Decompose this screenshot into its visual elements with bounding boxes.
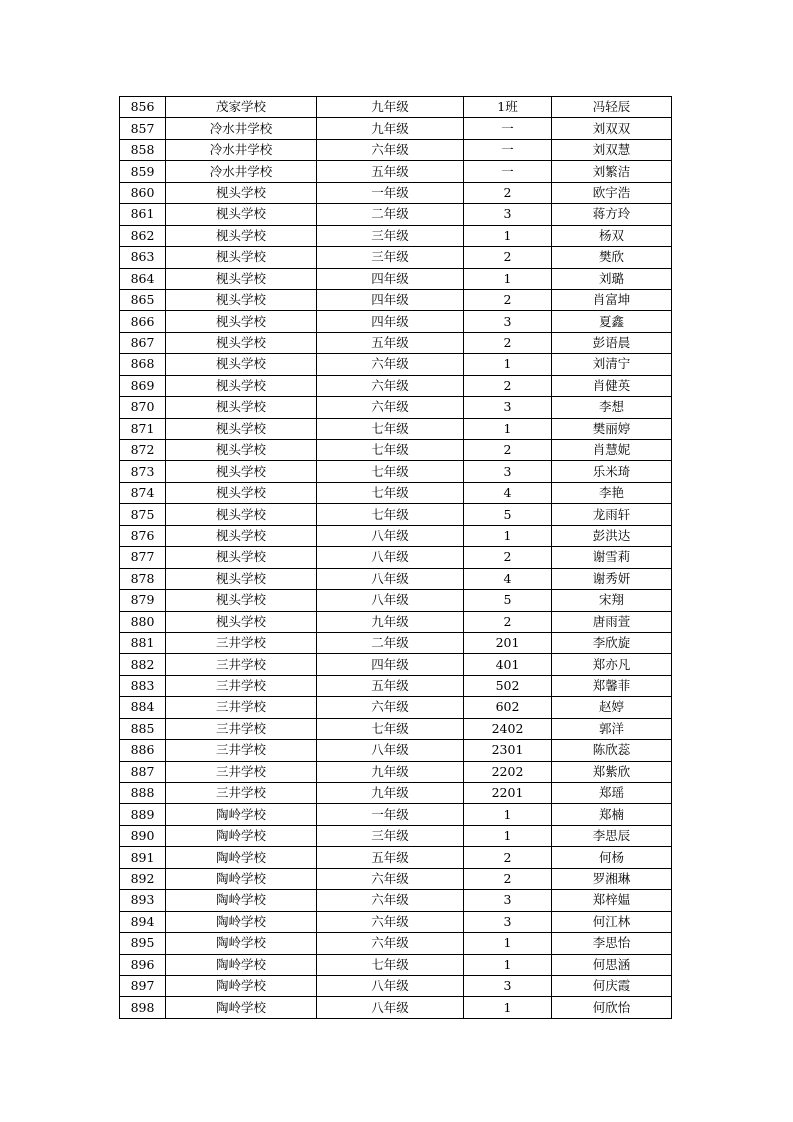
school-cell: 枧头学校 (166, 547, 317, 568)
table-row (120, 611, 672, 632)
student-name-cell: 郑亦凡 (552, 654, 672, 675)
school-cell: 枧头学校 (166, 482, 317, 503)
school-cell: 枧头学校 (166, 182, 317, 203)
row-number-cell: 896 (120, 954, 166, 975)
row-number-cell: 856 (120, 97, 166, 118)
school-cell: 三井学校 (166, 718, 317, 739)
student-name-cell: 何江林 (552, 911, 672, 932)
table-row (120, 783, 672, 804)
row-number-cell: 868 (120, 354, 166, 375)
school-cell: 枧头学校 (166, 225, 317, 246)
table-row (120, 933, 672, 954)
class-cell: 1 (464, 525, 552, 546)
row-number-cell: 893 (120, 890, 166, 911)
school-cell: 陶岭学校 (166, 825, 317, 846)
school-cell: 枧头学校 (166, 354, 317, 375)
table-row (120, 697, 672, 718)
class-cell: 1 (464, 804, 552, 825)
roster-body (120, 97, 672, 1019)
table-row (120, 332, 672, 353)
grade-cell: 九年级 (317, 761, 464, 782)
table-row (120, 354, 672, 375)
class-cell: 一 (464, 161, 552, 182)
student-name-cell: 李艳 (552, 482, 672, 503)
student-name-cell: 李想 (552, 397, 672, 418)
grade-cell: 八年级 (317, 525, 464, 546)
student-name-cell: 郑梓媪 (552, 890, 672, 911)
class-cell: 2 (464, 332, 552, 353)
table-row (120, 568, 672, 589)
grade-cell: 六年级 (317, 354, 464, 375)
school-cell: 三井学校 (166, 761, 317, 782)
grade-cell: 七年级 (317, 504, 464, 525)
grade-cell: 七年级 (317, 718, 464, 739)
class-cell: 3 (464, 461, 552, 482)
grade-cell: 八年级 (317, 740, 464, 761)
table-row (120, 804, 672, 825)
table-row (120, 225, 672, 246)
student-name-cell: 刘璐 (552, 268, 672, 289)
grade-cell: 九年级 (317, 783, 464, 804)
school-cell: 枧头学校 (166, 525, 317, 546)
class-cell: 4 (464, 568, 552, 589)
row-number-cell: 871 (120, 418, 166, 439)
grade-cell: 七年级 (317, 954, 464, 975)
student-name-cell: 刘繁洁 (552, 161, 672, 182)
table-row (120, 97, 672, 118)
student-name-cell: 李思辰 (552, 825, 672, 846)
row-number-cell: 860 (120, 182, 166, 203)
class-cell: 1 (464, 933, 552, 954)
school-cell: 陶岭学校 (166, 804, 317, 825)
row-number-cell: 864 (120, 268, 166, 289)
student-name-cell: 李欣旋 (552, 632, 672, 653)
class-cell: 1 (464, 825, 552, 846)
student-name-cell: 郑楠 (552, 804, 672, 825)
table-row (120, 289, 672, 310)
student-name-cell: 彭洪达 (552, 525, 672, 546)
class-cell: 2 (464, 182, 552, 203)
row-number-cell: 875 (120, 504, 166, 525)
table-row (120, 632, 672, 653)
school-cell: 冷水井学校 (166, 139, 317, 160)
table-row (120, 461, 672, 482)
class-cell: 1 (464, 418, 552, 439)
class-cell: 5 (464, 590, 552, 611)
class-cell: 5 (464, 504, 552, 525)
school-cell: 枧头学校 (166, 204, 317, 225)
row-number-cell: 878 (120, 568, 166, 589)
school-cell: 茂家学校 (166, 97, 317, 118)
row-number-cell: 877 (120, 547, 166, 568)
grade-cell: 八年级 (317, 997, 464, 1018)
school-cell: 枧头学校 (166, 611, 317, 632)
grade-cell: 六年级 (317, 890, 464, 911)
row-number-cell: 876 (120, 525, 166, 546)
class-cell: 3 (464, 397, 552, 418)
class-cell: 2201 (464, 783, 552, 804)
school-cell: 陶岭学校 (166, 933, 317, 954)
student-name-cell: 谢雪莉 (552, 547, 672, 568)
school-cell: 枧头学校 (166, 375, 317, 396)
row-number-cell: 881 (120, 632, 166, 653)
school-cell: 三井学校 (166, 632, 317, 653)
school-cell: 枧头学校 (166, 504, 317, 525)
class-cell: 2 (464, 547, 552, 568)
row-number-cell: 862 (120, 225, 166, 246)
class-cell: 2 (464, 289, 552, 310)
grade-cell: 五年级 (317, 847, 464, 868)
table-row (120, 997, 672, 1018)
grade-cell: 三年级 (317, 225, 464, 246)
class-cell: 602 (464, 697, 552, 718)
school-cell: 枧头学校 (166, 461, 317, 482)
class-cell: 2301 (464, 740, 552, 761)
table-row (120, 654, 672, 675)
row-number-cell: 883 (120, 675, 166, 696)
row-number-cell: 894 (120, 911, 166, 932)
grade-cell: 六年级 (317, 868, 464, 889)
school-cell: 枧头学校 (166, 397, 317, 418)
table-row (120, 440, 672, 461)
student-name-cell: 何思涵 (552, 954, 672, 975)
table-row (120, 761, 672, 782)
school-cell: 陶岭学校 (166, 997, 317, 1018)
school-cell: 陶岭学校 (166, 975, 317, 996)
student-name-cell: 谢秀妍 (552, 568, 672, 589)
grade-cell: 七年级 (317, 418, 464, 439)
grade-cell: 七年级 (317, 461, 464, 482)
class-cell: 一 (464, 139, 552, 160)
grade-cell: 二年级 (317, 632, 464, 653)
student-name-cell: 何杨 (552, 847, 672, 868)
class-cell: 3 (464, 911, 552, 932)
school-cell: 枧头学校 (166, 590, 317, 611)
table-row (120, 954, 672, 975)
row-number-cell: 861 (120, 204, 166, 225)
school-cell: 枧头学校 (166, 418, 317, 439)
grade-cell: 九年级 (317, 97, 464, 118)
table-row (120, 504, 672, 525)
row-number-cell: 873 (120, 461, 166, 482)
school-cell: 陶岭学校 (166, 954, 317, 975)
table-row (120, 311, 672, 332)
table-row (120, 547, 672, 568)
row-number-cell: 895 (120, 933, 166, 954)
grade-cell: 六年级 (317, 397, 464, 418)
table-row (120, 825, 672, 846)
student-name-cell: 冯轻辰 (552, 97, 672, 118)
row-number-cell: 857 (120, 118, 166, 139)
class-cell: 201 (464, 632, 552, 653)
student-name-cell: 夏鑫 (552, 311, 672, 332)
table-row (120, 868, 672, 889)
school-cell: 枧头学校 (166, 289, 317, 310)
grade-cell: 四年级 (317, 654, 464, 675)
student-name-cell: 郑馨菲 (552, 675, 672, 696)
table-row (120, 675, 672, 696)
school-cell: 枧头学校 (166, 440, 317, 461)
table-row (120, 182, 672, 203)
grade-cell: 三年级 (317, 825, 464, 846)
student-name-cell: 郑瑶 (552, 783, 672, 804)
row-number-cell: 863 (120, 247, 166, 268)
row-number-cell: 858 (120, 139, 166, 160)
grade-cell: 九年级 (317, 611, 464, 632)
row-number-cell: 879 (120, 590, 166, 611)
student-name-cell: 郑紫欣 (552, 761, 672, 782)
school-cell: 三井学校 (166, 697, 317, 718)
class-cell: 2 (464, 375, 552, 396)
grade-cell: 八年级 (317, 568, 464, 589)
student-name-cell: 刘清宁 (552, 354, 672, 375)
student-name-cell: 刘双慧 (552, 139, 672, 160)
grade-cell: 六年级 (317, 933, 464, 954)
class-cell: 2 (464, 868, 552, 889)
grade-cell: 四年级 (317, 268, 464, 289)
row-number-cell: 884 (120, 697, 166, 718)
student-name-cell: 唐雨萱 (552, 611, 672, 632)
class-cell: 3 (464, 204, 552, 225)
row-number-cell: 865 (120, 289, 166, 310)
table-row (120, 204, 672, 225)
student-name-cell: 彭语晨 (552, 332, 672, 353)
student-name-cell: 欧宇浩 (552, 182, 672, 203)
student-name-cell: 陈欣蕊 (552, 740, 672, 761)
school-cell: 陶岭学校 (166, 911, 317, 932)
school-cell: 冷水井学校 (166, 161, 317, 182)
grade-cell: 一年级 (317, 804, 464, 825)
grade-cell: 七年级 (317, 482, 464, 503)
row-number-cell: 891 (120, 847, 166, 868)
grade-cell: 五年级 (317, 161, 464, 182)
table-row (120, 247, 672, 268)
table-row (120, 139, 672, 160)
student-name-cell: 刘双双 (552, 118, 672, 139)
row-number-cell: 897 (120, 975, 166, 996)
row-number-cell: 885 (120, 718, 166, 739)
grade-cell: 五年级 (317, 675, 464, 696)
grade-cell: 六年级 (317, 139, 464, 160)
table-row (120, 397, 672, 418)
table-row (120, 847, 672, 868)
grade-cell: 四年级 (317, 311, 464, 332)
table-row (120, 911, 672, 932)
table-row (120, 161, 672, 182)
school-cell: 三井学校 (166, 740, 317, 761)
grade-cell: 五年级 (317, 332, 464, 353)
row-number-cell: 874 (120, 482, 166, 503)
student-name-cell: 李思怡 (552, 933, 672, 954)
row-number-cell: 882 (120, 654, 166, 675)
student-name-cell: 肖慧妮 (552, 440, 672, 461)
row-number-cell: 867 (120, 332, 166, 353)
class-cell: 2402 (464, 718, 552, 739)
class-cell: 2 (464, 440, 552, 461)
class-cell: 1 (464, 354, 552, 375)
school-cell: 枧头学校 (166, 268, 317, 289)
student-roster-table (119, 96, 672, 1019)
class-cell: 3 (464, 975, 552, 996)
row-number-cell: 887 (120, 761, 166, 782)
school-cell: 冷水井学校 (166, 118, 317, 139)
table-row (120, 268, 672, 289)
class-cell: 1 (464, 997, 552, 1018)
table-row (120, 482, 672, 503)
class-cell: 一 (464, 118, 552, 139)
row-number-cell: 859 (120, 161, 166, 182)
grade-cell: 四年级 (317, 289, 464, 310)
row-number-cell: 888 (120, 783, 166, 804)
student-name-cell: 何欣怡 (552, 997, 672, 1018)
class-cell: 1 (464, 954, 552, 975)
student-name-cell: 郭洋 (552, 718, 672, 739)
school-cell: 枧头学校 (166, 332, 317, 353)
row-number-cell: 892 (120, 868, 166, 889)
student-name-cell: 蒋方玲 (552, 204, 672, 225)
table-row (120, 590, 672, 611)
student-name-cell: 樊丽婷 (552, 418, 672, 439)
table-row (120, 375, 672, 396)
class-cell: 1 (464, 268, 552, 289)
class-cell: 401 (464, 654, 552, 675)
class-cell: 2 (464, 611, 552, 632)
row-number-cell: 866 (120, 311, 166, 332)
student-name-cell: 杨双 (552, 225, 672, 246)
school-cell: 陶岭学校 (166, 847, 317, 868)
grade-cell: 七年级 (317, 440, 464, 461)
student-name-cell: 何庆霞 (552, 975, 672, 996)
class-cell: 2202 (464, 761, 552, 782)
school-cell: 三井学校 (166, 654, 317, 675)
table-row (120, 118, 672, 139)
student-name-cell: 宋翔 (552, 590, 672, 611)
grade-cell: 六年级 (317, 911, 464, 932)
school-cell: 三井学校 (166, 783, 317, 804)
grade-cell: 六年级 (317, 697, 464, 718)
school-cell: 枧头学校 (166, 311, 317, 332)
class-cell: 3 (464, 890, 552, 911)
student-name-cell: 龙雨轩 (552, 504, 672, 525)
row-number-cell: 872 (120, 440, 166, 461)
grade-cell: 八年级 (317, 590, 464, 611)
row-number-cell: 889 (120, 804, 166, 825)
grade-cell: 八年级 (317, 975, 464, 996)
table-row (120, 418, 672, 439)
school-cell: 陶岭学校 (166, 868, 317, 889)
grade-cell: 二年级 (317, 204, 464, 225)
row-number-cell: 886 (120, 740, 166, 761)
student-name-cell: 樊欣 (552, 247, 672, 268)
class-cell: 1 (464, 225, 552, 246)
grade-cell: 一年级 (317, 182, 464, 203)
row-number-cell: 870 (120, 397, 166, 418)
school-cell: 三井学校 (166, 675, 317, 696)
grade-cell: 八年级 (317, 547, 464, 568)
student-name-cell: 赵婷 (552, 697, 672, 718)
row-number-cell: 880 (120, 611, 166, 632)
class-cell: 1班 (464, 97, 552, 118)
grade-cell: 九年级 (317, 118, 464, 139)
grade-cell: 六年级 (317, 375, 464, 396)
table-row (120, 975, 672, 996)
table-row (120, 525, 672, 546)
student-name-cell: 罗湘琳 (552, 868, 672, 889)
row-number-cell: 898 (120, 997, 166, 1018)
table-row (120, 718, 672, 739)
school-cell: 枧头学校 (166, 247, 317, 268)
table-row (120, 890, 672, 911)
class-cell: 502 (464, 675, 552, 696)
grade-cell: 三年级 (317, 247, 464, 268)
student-name-cell: 肖健英 (552, 375, 672, 396)
class-cell: 4 (464, 482, 552, 503)
class-cell: 3 (464, 311, 552, 332)
school-cell: 枧头学校 (166, 568, 317, 589)
class-cell: 2 (464, 247, 552, 268)
school-cell: 陶岭学校 (166, 890, 317, 911)
row-number-cell: 890 (120, 825, 166, 846)
row-number-cell: 869 (120, 375, 166, 396)
student-name-cell: 乐米琦 (552, 461, 672, 482)
student-name-cell: 肖富坤 (552, 289, 672, 310)
table-row (120, 740, 672, 761)
class-cell: 2 (464, 847, 552, 868)
